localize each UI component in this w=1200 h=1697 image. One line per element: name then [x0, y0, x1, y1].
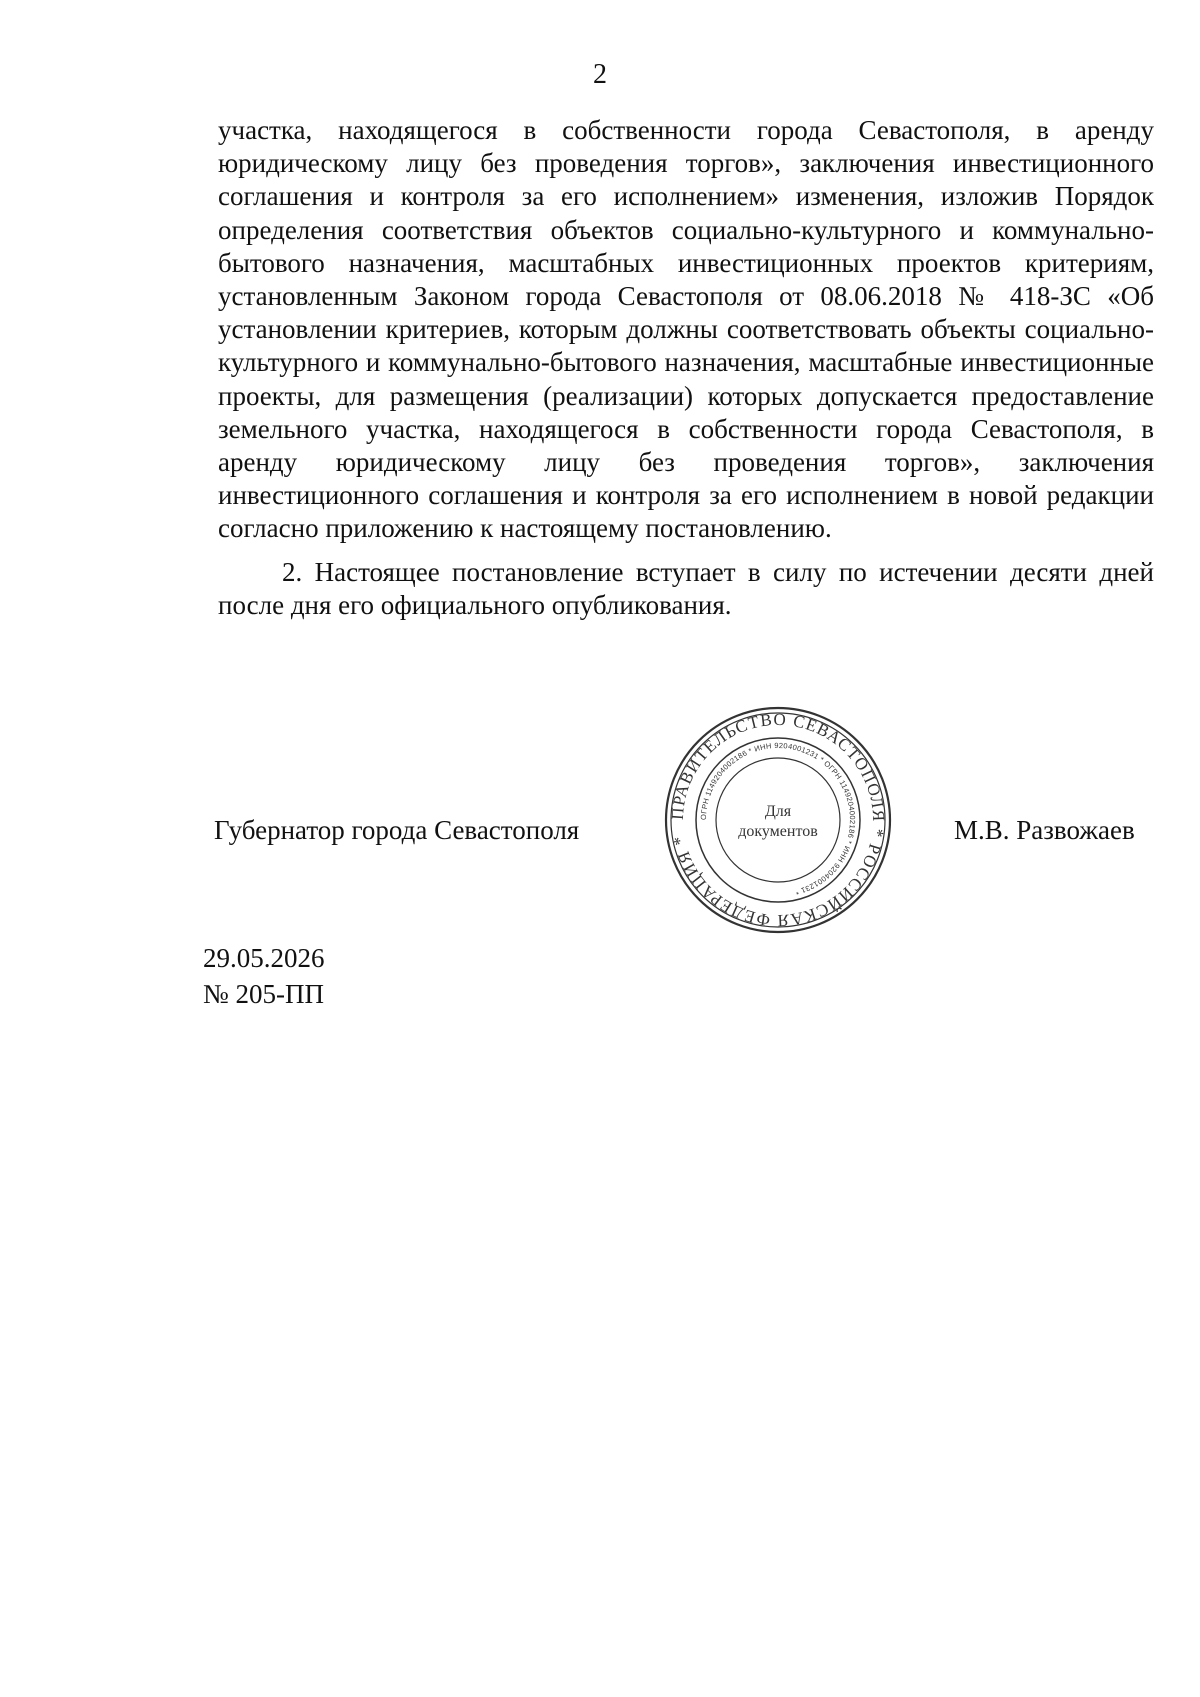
- paragraph-1: участка, находящегося в собственности города Севастополя, в аренду юридическому лицу без проведения торгов», заключения инвестиционного соглашения и контроля за его исполнением» изменения, изложив Порядок определения соответствия объектов социально-культурного и коммунально-бытового назначения, масштабных инвестиционных проектов критериям, установленным Законом города Севастополя от 08.06.2018 № 418-ЗС «Об установлении критериев, которым должны соответствовать объекты социально-культурного и коммунально-бытового назначения, масштабные инвестиционные проекты, для размещения (реализации) которых допускается предоставление земельного участка, находящегося в собственности города Севастополя, в аренду юридическому лицу без проведения торгов», заключения инвестиционного соглашения и контроля за его исполнением в новой редакции согласно приложению к настоящему постановлению.: [218, 115, 1154, 544]
- document-number: № 205-ПП: [203, 979, 324, 1009]
- stamp-center-line-1: Для: [764, 803, 792, 820]
- stamp-center-line-2: документов: [738, 823, 818, 840]
- signature-row: [0, 813, 1200, 853]
- paragraph-2: 2. Настоящее постановление вступает в силу по истечении десяти дней после дня его официального опубликования.: [218, 556, 1154, 620]
- document-date: 29.05.2026: [203, 943, 325, 973]
- signatory-position: Губернатор города Севастополя: [214, 815, 580, 845]
- document-body: [218, 114, 1154, 622]
- stamp-inner-text: ОГРН 1149204002186 * ИНН 9204001231 * ОГРН 1149204002186 * ИНН 9204001231 *: [698, 740, 858, 897]
- stamp-outer-text: ПРАВИТЕЛЬСТВО СЕВАСТОПОЛЯ * РОССИЙСКАЯ ФЕДЕРАЦИЯ *: [667, 709, 889, 931]
- signatory-name: М.В. Развожаев: [954, 815, 1135, 845]
- page-number: 2: [593, 59, 607, 90]
